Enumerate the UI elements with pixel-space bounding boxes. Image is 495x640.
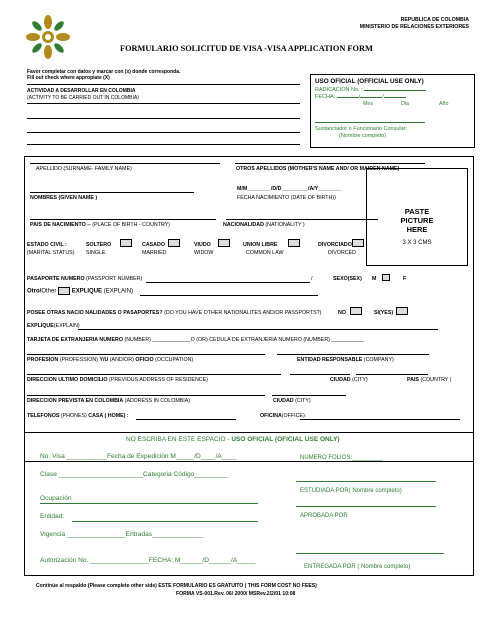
approved-by-line[interactable] <box>296 506 436 507</box>
single-checkbox[interactable] <box>120 239 132 247</box>
form-title: FORMULARIO SOLICITUD DE VISA -VISA APPLICATION FORM <box>120 44 373 53</box>
yes-label: SI(YES) <box>374 310 394 316</box>
foreigner-card-label-en2: (NUMBER) ___________ <box>303 337 364 343</box>
married-label-en: MARRIED <box>142 250 167 256</box>
nationality-field[interactable] <box>226 219 378 220</box>
occupation-label-en: (OCCUPATION) <box>155 357 194 363</box>
colombia-city-label: CIUDAD <box>273 398 294 404</box>
and-or-label: Y/U <box>99 357 109 363</box>
fecha-dia-field[interactable] <box>360 97 382 98</box>
no-label: NO <box>338 310 346 316</box>
footer-note: Continúe al respaldo (Please complete other side) ESTE FORMULARIO ES GRATUITO ( THIS FORM COST NO FEES) <box>36 583 317 589</box>
activity-top-rule <box>27 84 300 85</box>
ministry-name: MINISTERIO DE RELACIONES EXTERIORES <box>359 24 469 30</box>
explain-field[interactable] <box>140 295 318 296</box>
previous-address-label-en: (PREVIOUS ADDRESS OF RESIDENCE) <box>109 377 208 383</box>
photo-paste: PASTE <box>404 207 430 216</box>
colombia-address-label: DIRECCION PREVISTA EN COLOMBIA <box>27 398 124 404</box>
delivered-by-line[interactable] <box>296 553 444 554</box>
office-phone-label-en: (OFFICE): <box>281 413 307 419</box>
passport-label: PASAPORTE NUMERO <box>27 276 85 282</box>
fecha-label: FECHA: <box>315 94 336 100</box>
explain2-label-en: (EXPLAIN) <box>53 323 80 329</box>
and-or-label-en: (AND/OR) <box>109 357 134 363</box>
delivered-by-label: ENTREGADA POR ( Nombre completo) <box>304 564 411 570</box>
other-label-en: Other <box>41 288 57 295</box>
previous-city-field[interactable] <box>290 374 350 375</box>
widow-checkbox[interactable] <box>218 239 230 247</box>
folios-line[interactable]: NUMERO FOLIOS:_________ <box>300 455 383 461</box>
instructions-es: Favor completar con datos y marcar con (x) donde corresponda. <box>27 69 181 75</box>
photo-here: HERE <box>406 225 428 234</box>
colombia-city-field[interactable] <box>272 395 346 396</box>
phones-label: TELEFONOS <box>27 413 60 419</box>
official-use-bottom-title: USO OFICIAL (OFICIAL USE ONLY) <box>231 436 340 443</box>
official-use-title: USO OFICIAL (OFFICIAL USE ONLY) <box>315 78 424 85</box>
activity-line-4[interactable] <box>27 144 300 145</box>
other-surnames-field[interactable] <box>235 163 425 164</box>
photo-box[interactable] <box>366 168 468 266</box>
marital-status-label-en: (MARITAL STATUS) <box>27 250 75 256</box>
other-checkbox[interactable] <box>58 287 70 295</box>
home-phone-label: CASA ( HOME) : <box>88 413 129 419</box>
studied-by-line[interactable] <box>296 481 436 482</box>
ano-label: Año <box>439 101 449 107</box>
yes-checkbox[interactable] <box>396 307 408 315</box>
single-label-en: SINGLE <box>86 250 106 256</box>
occupation-official-field[interactable] <box>40 503 258 504</box>
entity-official-label: Entidad: <box>40 513 65 520</box>
sustanciador-label: Sustanciador o Funcionario Consular: <box>315 126 408 132</box>
common-law-checkbox[interactable] <box>288 239 300 247</box>
office-phone-field[interactable] <box>300 419 460 420</box>
divorced-label-en: DIVORCED <box>328 250 356 256</box>
approved-by-label: APROBADA POR <box>300 513 348 519</box>
class-line[interactable]: Clase _______________________Categoria Código_________ <box>40 471 228 478</box>
fecha-ano-field[interactable] <box>384 97 406 98</box>
sustanciador-line[interactable] <box>315 122 425 123</box>
previous-city-label: CIUDAD <box>330 377 351 383</box>
activity-line-2[interactable] <box>27 118 300 119</box>
company-label: ENTIDAD RESPONSABLE <box>297 357 363 363</box>
common-law-label-en: COMMON LAW <box>246 250 284 256</box>
colombia-address-label-en: (ADDRESS IN COLOMBIA) <box>124 398 191 404</box>
authorization-line[interactable]: Autorización No. ________________FECHA: M______/D______/A_____ <box>40 557 256 564</box>
no-write-label: NO ESCRIBA EN ESTE ESPACIO - <box>126 436 232 443</box>
foreigner-card-label-en: (NUMBER) _____________O (OR) CEDULA DE EXTRANJERIA NUMERO <box>124 337 302 343</box>
surname-field[interactable] <box>30 163 220 164</box>
company-label-en: (COMPANY) <box>363 357 394 363</box>
explain2-field[interactable] <box>78 329 438 330</box>
explain-label: EXPLIQUE <box>71 288 103 295</box>
nationality-label: NACIONALIDAD <box>223 222 264 228</box>
studied-by-label: ESTUDIADA POR( Nombre completo) <box>300 488 402 494</box>
sex-m-checkbox[interactable] <box>382 274 390 281</box>
given-name-label: NOMBRES (GIVEN NAME ) <box>30 195 98 201</box>
photo-size: 3 X 3 CMS <box>402 240 432 246</box>
explain-label-en: (EXPLAIN) <box>103 288 134 295</box>
sex-m-label: M <box>372 276 377 282</box>
nationality-label-en: (NATIONALITY ) <box>265 222 305 228</box>
foreigner-card-label: TARJETA DE EXTRANJERIA NUMERO <box>27 337 123 343</box>
married-checkbox[interactable] <box>168 239 180 247</box>
sex-f-label: F <box>403 276 407 282</box>
profession-label-en: (PROFESSION) <box>59 357 98 363</box>
marital-status-label: ESTADO CIVIL : <box>27 242 67 248</box>
other-surnames-label: OTROS APELLIDOS (MOTHER'S NAME AND/ OR MAIDEN NAME) <box>236 166 400 172</box>
activity-line-1[interactable] <box>27 103 300 104</box>
other-label: Otro/ <box>27 288 42 295</box>
country-name: REPUBLICA DE COLOMBIA <box>400 17 469 23</box>
widow-label-en: WIDOW <box>194 250 214 256</box>
birthdate-field[interactable]: M/M________/D/D_________/A/Y________ <box>237 186 342 192</box>
divorced-label: DIVORCIADO <box>318 242 352 248</box>
given-name-field[interactable] <box>30 192 194 193</box>
birthplace-field[interactable] <box>30 219 216 220</box>
sex-label: SEXO(SEX) <box>333 276 362 282</box>
passport-field[interactable] <box>146 282 310 283</box>
company-field[interactable] <box>277 354 429 355</box>
common-law-label: UNION LIBRE <box>243 242 278 248</box>
photo-picture: PICTURE <box>400 216 434 225</box>
mes-label: Mes <box>363 101 374 107</box>
home-phone-field[interactable] <box>136 419 236 420</box>
occupation-label: OFICIO <box>135 357 154 363</box>
married-label: CASADO <box>142 242 165 248</box>
birthplace-label-en: (PLACE OF BIRTH - COUNTRY) <box>92 222 171 228</box>
phones-label-en: (PHONES) <box>60 413 87 419</box>
previous-address-label: DIRECCION ULTIMO DOMICILIO <box>27 377 108 383</box>
dia-label: Dia <box>401 101 409 107</box>
fecha-mes-field[interactable] <box>337 97 359 98</box>
radicacion-label: RADICACION No. : <box>315 87 363 93</box>
other-nationalities-label: POSEE OTRAS NACIO NALIDADES O PASAPORTES? <box>27 310 163 316</box>
explain2-label: EXPLIQUE <box>27 323 54 329</box>
instructions-en: Fill out check where appropiate (X) <box>27 75 110 81</box>
validity-line[interactable]: Vigencia ________________Entradas______________ <box>40 531 204 538</box>
passport-label-en: (PASSPORT NUMBER) <box>86 276 143 282</box>
coat-of-arms-logo <box>25 14 71 60</box>
entity-official-field[interactable] <box>72 521 258 522</box>
birthplace-label: PAIS DE NACIMIENTO -- <box>30 222 91 228</box>
activity-label: ACTIVIDAD A DESARROLLAR EN COLOMBIA <box>27 88 136 94</box>
widow-label: VIUDO <box>194 242 211 248</box>
previous-city-label-en: (CITY) <box>352 377 368 383</box>
activity-label-en: (ACTIVITY TO BE CARRIED OUT IN COLOMBIA) <box>27 95 139 101</box>
previous-country-field[interactable] <box>356 374 428 375</box>
occupation-official-label: Ocupación <box>40 495 72 502</box>
other-nationalities-label-en: (DO YOU HAVE OTHER NATIONALITES AND/OR PASSPORTS?) <box>164 310 322 316</box>
profession-label: PROFESION <box>27 357 59 363</box>
office-phone-label: OFICINA <box>260 413 282 419</box>
divorced-checkbox[interactable] <box>352 239 364 247</box>
profession-field[interactable] <box>27 354 265 355</box>
surname-label: APELLIDO (SURNAME- FAMILY NAME) <box>36 166 132 172</box>
form-reference: FORMA VS-001.Rev. 06/ 2000/ MSRev.2/2/01 10:08 <box>176 591 296 597</box>
previous-address-field[interactable] <box>27 374 281 375</box>
visa-number-line[interactable]: No. Visa ___________Fecha de Expedición M_____/D____/A____ <box>40 453 237 460</box>
birthdate-label: FECHA NACIMIENTO (DATE OF BIRTH)) <box>237 195 336 201</box>
colombia-city-label-en: (CITY) <box>295 398 311 404</box>
activity-line-3[interactable] <box>27 132 300 133</box>
nombre-completo-label: (Nombre completo) <box>339 133 387 139</box>
radicacion-field[interactable] <box>364 90 426 91</box>
no-checkbox[interactable] <box>350 307 362 315</box>
colombia-address-field[interactable] <box>27 395 265 396</box>
single-label: SOLTERO <box>86 242 112 248</box>
previous-country-label: PAIS <box>407 377 419 383</box>
official-use-top-box: USO OFICIAL (OFFICIAL USE ONLY) RADICACION No. : FECHA: / / Mes Dia Año Sustanciador o Funcionario Consular: (Nombre completo) <box>310 74 475 148</box>
previous-country-label-en: (COUNTRY ) <box>420 377 452 383</box>
